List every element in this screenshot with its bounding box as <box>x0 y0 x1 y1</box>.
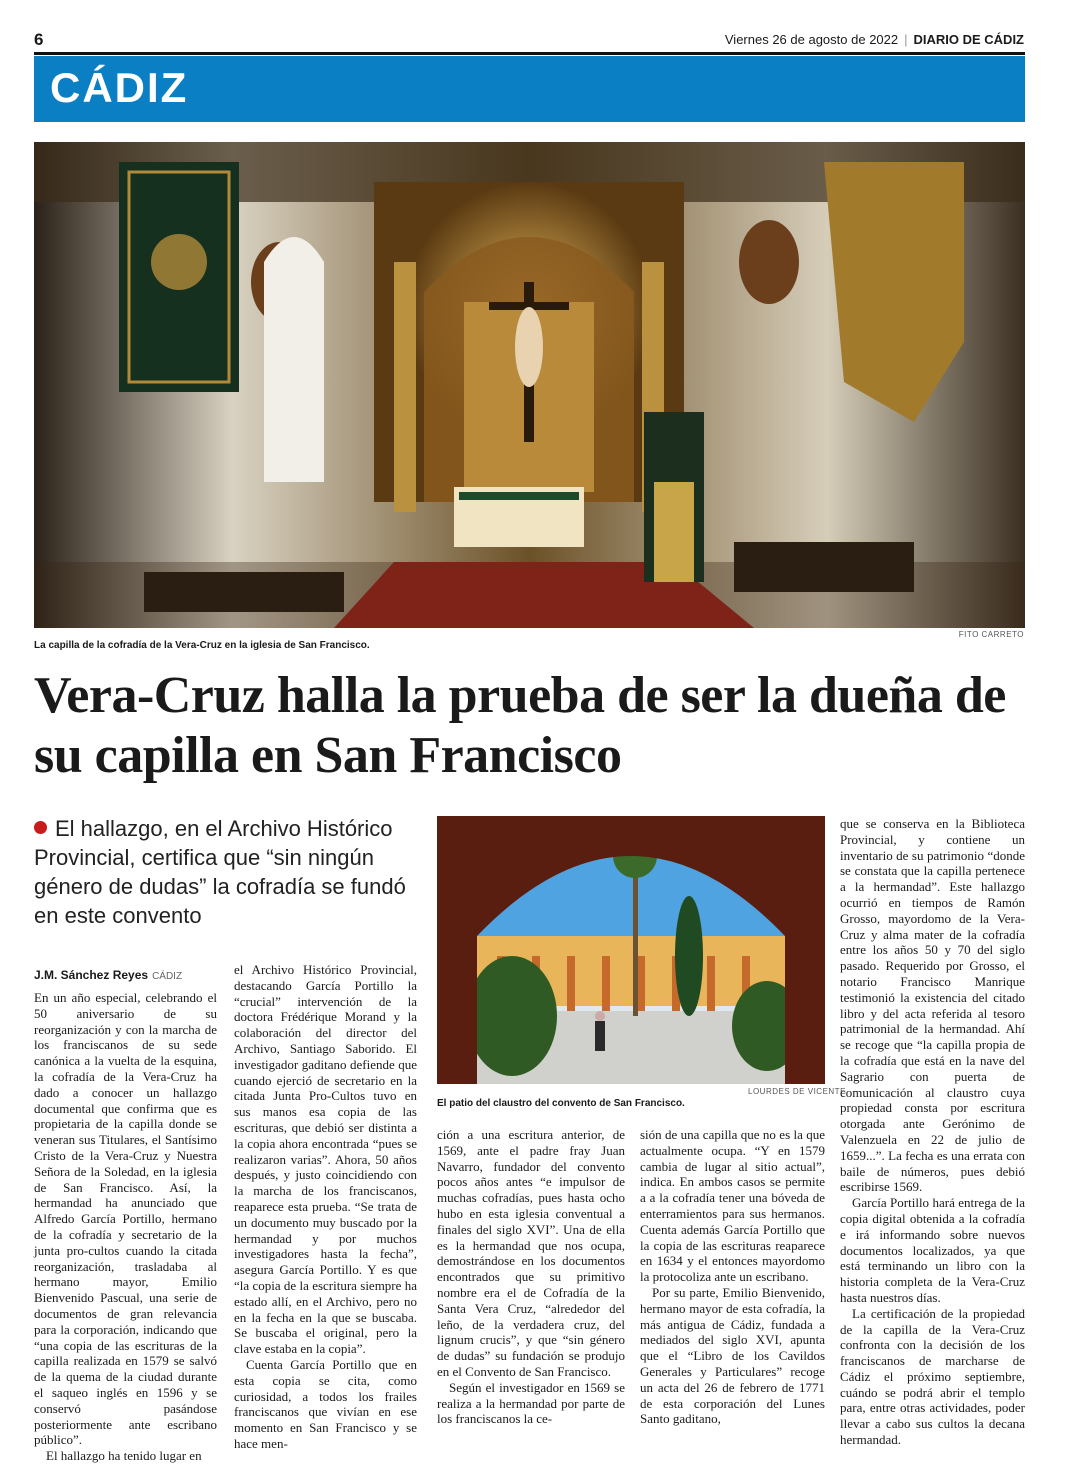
author-name: J.M. Sánchez Reyes <box>34 968 149 982</box>
subtitle <box>34 814 424 930</box>
article-column-4 <box>640 1127 825 1427</box>
photo-credit: LOURDES DE VICENTE <box>748 1087 846 1096</box>
byline <box>34 968 182 982</box>
article-column-2 <box>234 962 417 1452</box>
issue-date: Viernes 26 de agosto de 2022 <box>724 32 899 47</box>
paragraph: Según el investigador en 1569 se realiza a la hermandad por parte de los franciscanos la ce- <box>437 1379 625 1427</box>
paragraph: que se conserva en la Biblioteca Provincial, y contiene un inventario de su patrimonio “donde se constata que la capilla pertenece a la hermandad”. Este hallazgo ocurrió en tiempos de Ramón Grosso, mayordomo de la Vera-Cruz y alma mater de la cofradía entre los años 50 y 70 del siglo pasado. Requerido por Grosso, el notario Francisco Manrique testimonió la existencia del citado libro y del acta referida al tesoro patrimonial de la hermandad. Ahí se recoge que “la capilla propia de la cofradía que está en la nave del Sagrario con puerta de comunicación al claustro cuya propiedad consta por escritura otorgada ante Gerónimo de Valenzuela en 22 de julio de 1659...”. La fecha es una errata con baile de números, pues debió escribirse 1569. <box>840 816 1025 1195</box>
dateline-separator: | <box>904 32 908 47</box>
dateline <box>725 32 1024 47</box>
article-column-5 <box>840 816 1025 1448</box>
photo-caption: La capilla de la cofradía de la Vera-Cruz en la iglesia de San Francisco. <box>34 640 370 651</box>
paragraph: García Portillo hará entrega de la copia digital obtenida a la cofradía e irá informando sobre nuevos documentos localizados, ya que está terminando un libro con la historia completa de la Vera-Cruz hasta nuestros días. <box>840 1195 1025 1305</box>
byline-location: CÁDIZ <box>152 971 183 982</box>
paragraph: La certificación de la propiedad de la capilla de la Vera-Cruz confronta con la decisión de los franciscanos de marcharse de Cádiz el próximo septiembre, cuándo se podrá abrir el templo para, entre otras actividades, poder llevar a cabo sus cultos la decana hermandad. <box>840 1305 1025 1448</box>
newspaper-name: DIARIO DE CÁDIZ <box>913 32 1024 47</box>
article-column-1 <box>34 990 217 1464</box>
bullet-dot-icon <box>34 821 47 834</box>
article-column-3 <box>437 1127 625 1427</box>
photo-credit: FITO CARRETO <box>958 630 1024 639</box>
page-number: 6 <box>34 30 44 49</box>
paragraph: El hallazgo ha tenido lugar en <box>46 1448 202 1464</box>
paragraph: sión de una capilla que no es la que actualmente ocupa. “Y en 1579 cambia de lugar al sitio actual”, indica. En ambos casos se permite a a la cofradía tener una bóveda de enterramientos para sus hermanos. Cuenta además García Portillo que la copia de las escrituras reaparece en 1634 y el entonces mayordomo la protocoliza ante un escribano. <box>640 1127 825 1285</box>
paragraph: el Archivo Histórico Provincial, destacando García Portillo la “crucial” intervención de la doctora Frédérique Morand y la colaboración del director del Archivo, Santiago Saborido. El investigador gaditano defiende que cuando ejerció de secretario en la citada Junta Pro-Cultos tuvo en sus manos esa copia de las escrituras, que debió ser distinta a la copia ahora encontrada “pues se realizaron varias”. Ahora, 50 años después, y justo coincidiendo con la marcha de los franciscanos, reaparece esta prueba. “Se trata de un documento muy buscado por la hermandad y por muchos investigadores hasta la fecha”, asegura García Portillo. Y es que “la copia de la escritura siempre ha estado allí, en el Archivo, pero no en la fecha en la que se buscaba. Se buscaba el original, pero la clave estaba en la copia”. <box>234 962 417 1357</box>
photo-caption: El patio del claustro del convento de San Francisco. <box>437 1098 685 1109</box>
headline: Vera-Cruz halla la prueba de ser la dueña de su capilla en San Francisco <box>34 667 1006 784</box>
subtitle-text: El hallazgo, en el Archivo Histórico Provincial, certifica que “sin ningún género de dudas” la cofradía se fundó en este convento <box>34 816 406 928</box>
paragraph: Cuenta García Portillo que en esta copia se cita, como curiosidad, a todos los frailes franciscanos que vivían en ese momento en San Francisco y se hace men- <box>234 1356 417 1451</box>
paragraph: Por su parte, Emilio Bienvenido, hermano mayor de esta cofradía, la más antigua de Cádiz, fundada a mediados del siglo XVI, apunta que el “Libro de los Cavildos Generales y Particulares” recoge un acta del 26 de febrero de 1771 de esta corporación del Lunes Santo gaditano, <box>640 1284 825 1427</box>
chapel-photo <box>34 142 1025 628</box>
top-rule <box>34 52 1025 55</box>
paragraph: En un año especial, celebrando el 50 aniversario de su reorganización y con la marcha de los franciscanos de su sede canónica a la vuelta de la esquina, la cofradía de la Vera-Cruz ha dado a conocer un hallazgo documental que confirma que es propietaria de la capilla donde se veneran sus Titulares, el Santísimo Cristo de la Vera-Cruz y Nuestra Señora de la Soledad, en la iglesia de San Francisco. Así, la hermandad ha anunciado que Alfredo García Portillo, hermano de la cofradía y secretario de la junta pro-cultos cuando la citada reorganización, trasladaba al hermano mayor, Emilio Bienvenido Pascual, una serie de documentos de gran relevancia para la corporación, indicando que “una copia de las escrituras de la capilla realizada en 1579 se salvó de la quema de la ciudad durante el saqueo inglés en 1596 y se conservó pasándose posteriormente ante escribano público”. <box>34 990 217 1448</box>
cloister-photo <box>437 816 825 1084</box>
paragraph: ción a una escritura anterior, de 1569, ante el padre fray Juan Navarro, fundador del convento pocos años antes “e impulsor de muchas cofradías, pues hasta ocho hubo en esta iglesia conventual a finales del siglo XVI”. Una de ella es la hermandad que nos ocupa, demostrándose en los documentos encontrados que su primitivo nombre era el de Cofradía de la Santa Vera Cruz, “alrededor del leño, de la verdadera cruz, del lignum crucis”, y que “sin género de dudas” su fundación se produjo en el Convento de San Francisco. <box>437 1127 625 1379</box>
section-title: CÁDIZ <box>50 64 189 111</box>
